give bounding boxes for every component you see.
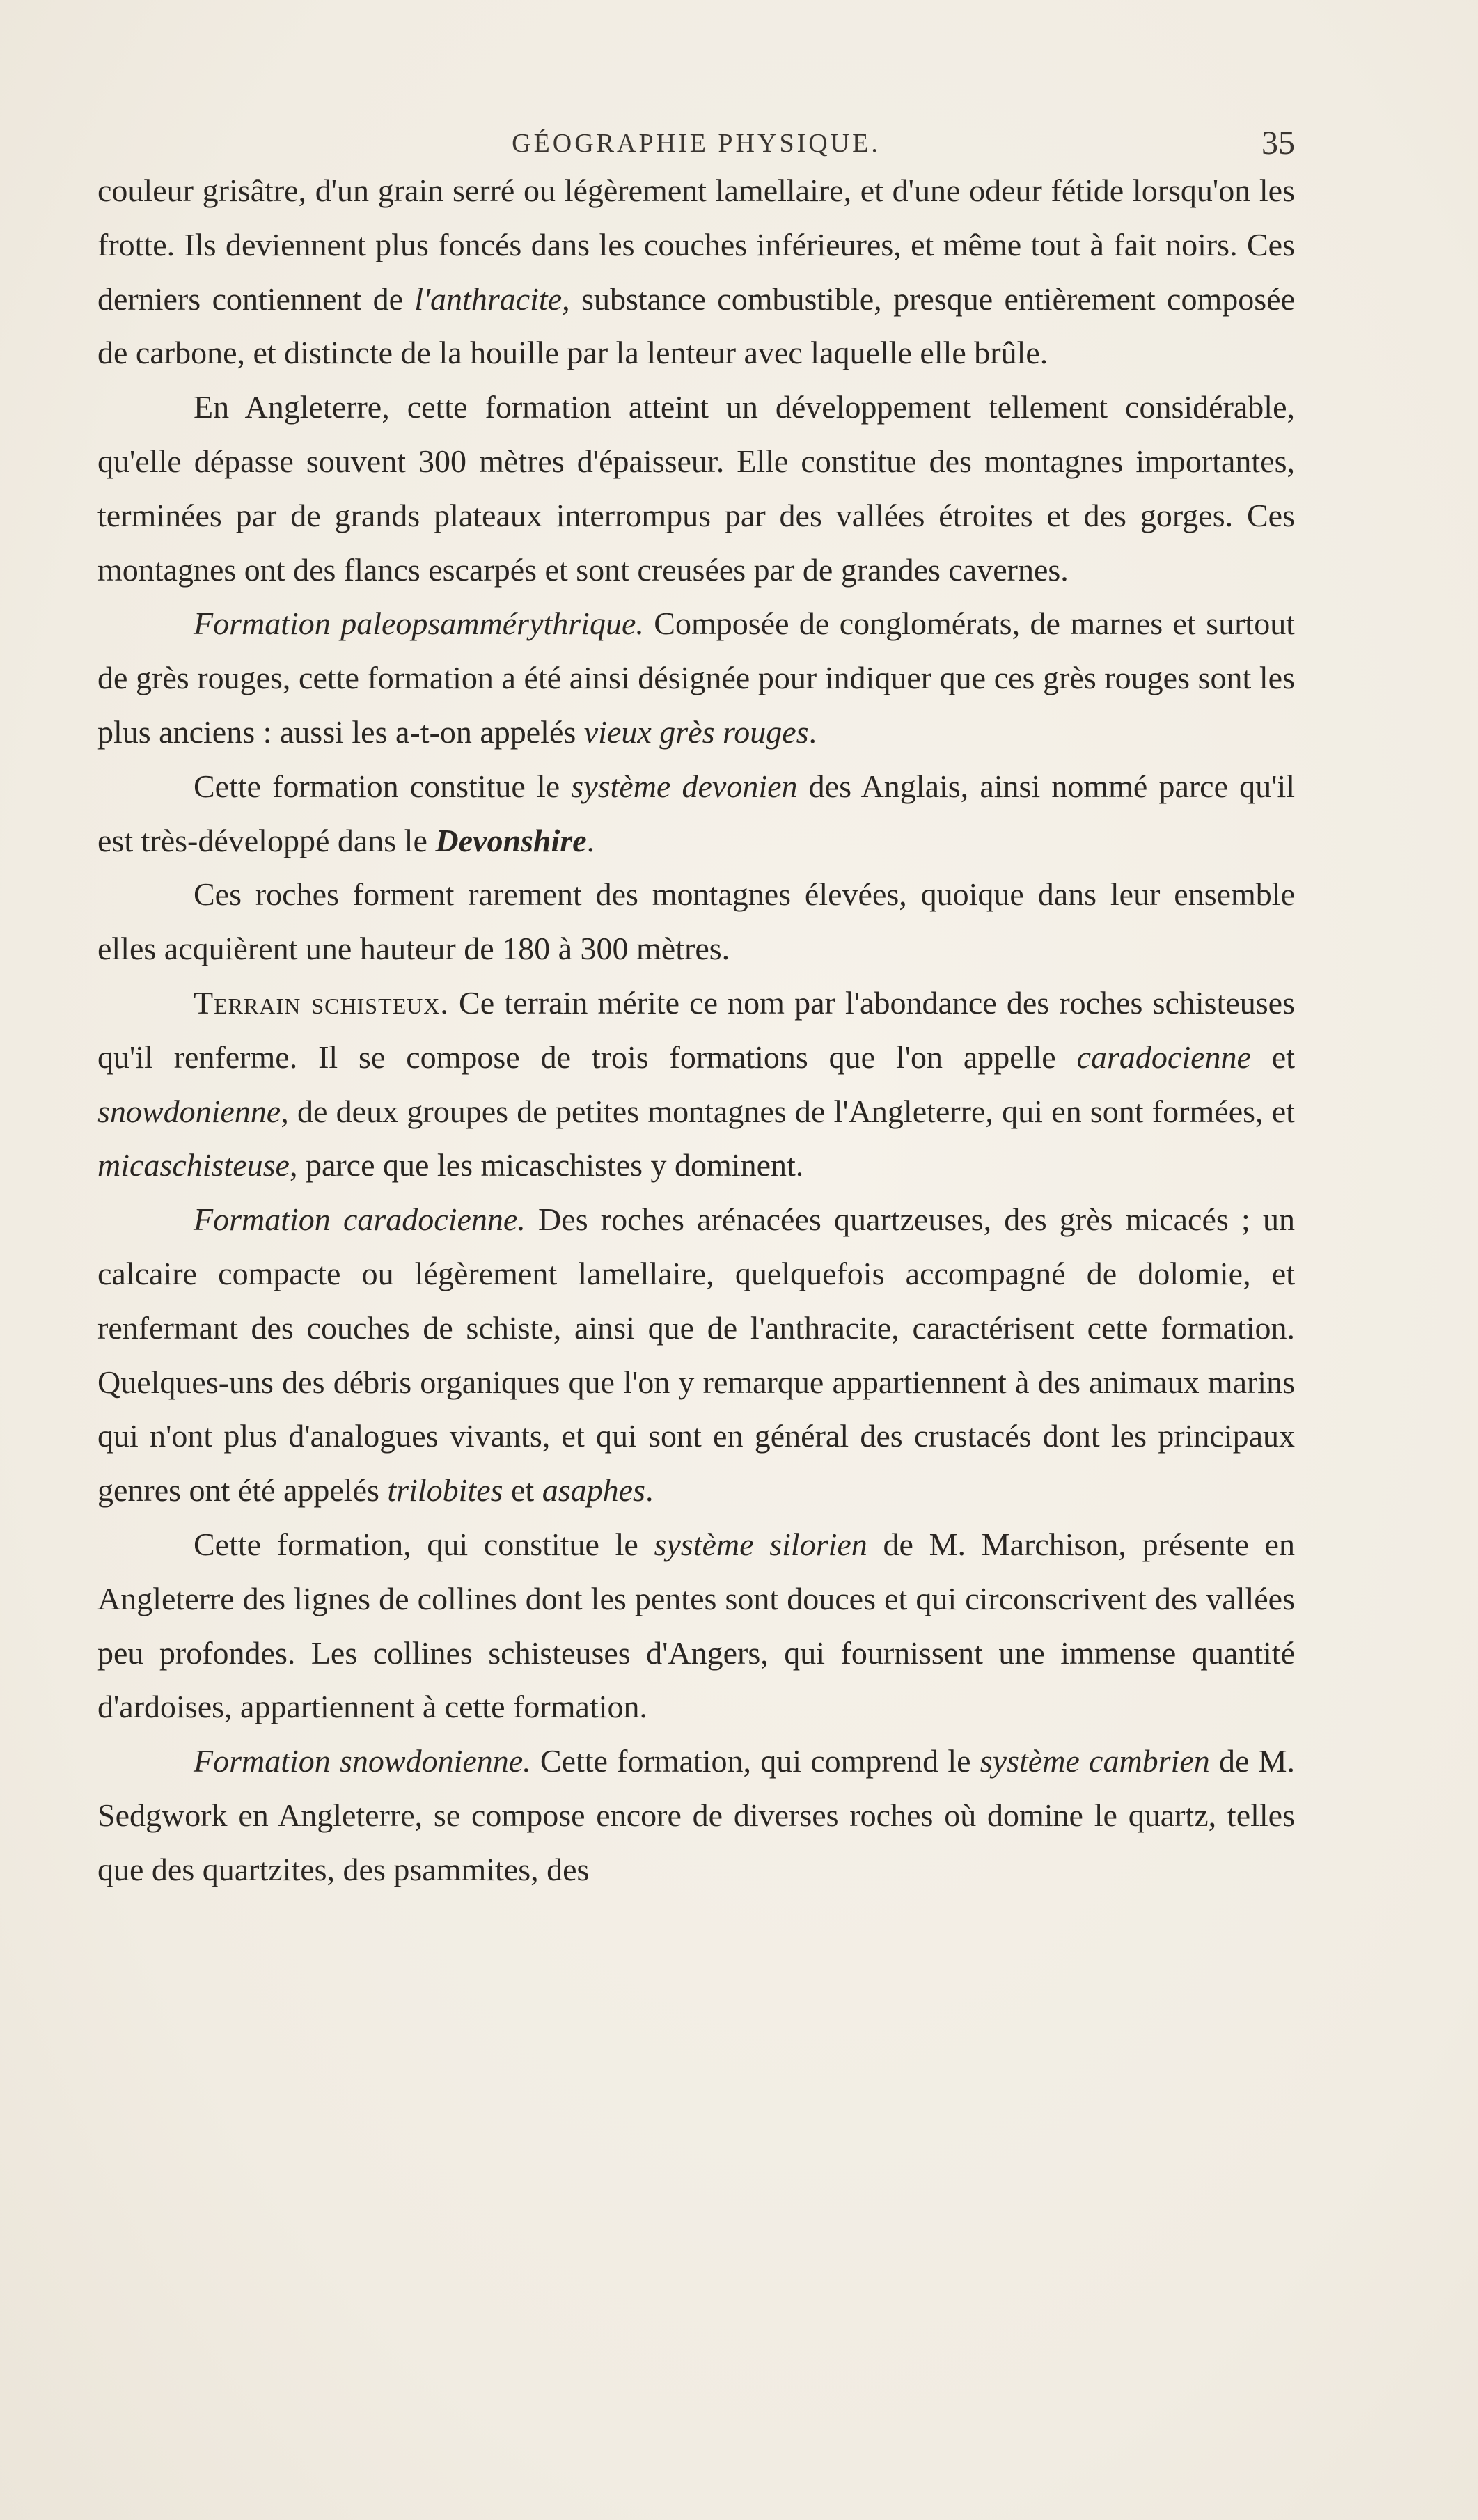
italic-term: système cambrien: [980, 1743, 1210, 1779]
paragraph-2: [97, 380, 1295, 597]
text-run: Cette formation constitue le: [194, 768, 572, 804]
paragraph-4: [97, 759, 1295, 868]
italic-term: système silorien: [654, 1526, 867, 1562]
italic-term: Devonshire: [435, 822, 587, 858]
paragraph-7: [97, 1192, 1295, 1518]
text-run: .: [586, 822, 595, 858]
text-run: , parce que les micaschistes y dominent.: [289, 1147, 804, 1183]
italic-term: vieux grès rouges: [583, 714, 809, 750]
text-run: En Angleterre, cette formation atteint un développement tellement considérable, qu'elle dépasse souvent 300 mètres d'épaisseur. Elle constitue des montagnes importantes, terminées par de grands plateaux interrompus par des vallées étroites et des gorges. Ces montagnes ont des flancs escarpés et sont creusées par de grandes cavernes.: [97, 389, 1295, 588]
page-number: 35: [1261, 125, 1295, 162]
text-run: et: [1250, 1039, 1295, 1075]
text-run: Cette formation, qui comprend le: [530, 1743, 980, 1779]
italic-term: asaphes: [542, 1472, 645, 1509]
paragraph-5: [97, 867, 1295, 976]
text-run: de M. Marchison, présente en Angleterre des lignes de collines dont les pentes sont douces et qui circonscrivent des vallées peu profondes. Les collines schisteuses d'Angers, qui fournissent une immense quantité d'ardoises, appartiennent à cette formation.: [97, 1526, 1295, 1725]
italic-term: l'anthracite: [414, 281, 563, 317]
italic-term: trilobites: [387, 1472, 503, 1509]
text-run: Des roches arénacées quartzeuses, des grès micacés ; un calcaire compacte ou légèrement lamellaire, quelquefois accompagné de dolomie, et renfermant des couches de schiste, ainsi que de l'anthracite, caractérisent cette formation. Quelques-uns des débris organiques que l'on y remarque appartiennent à des animaux marins qui n'ont plus d'analogues vivants, et qui sont en général des crustacés dont les principaux genres ont été appelés: [97, 1202, 1295, 1509]
italic-term: système devonien: [571, 768, 798, 804]
text-run: de M. Sedgwork en Angleterre, se compose encore de diverses roches où domine le quartz, telles que des quartzites, des psammites, des: [97, 1743, 1295, 1887]
text-run: Ce terrain mérite ce nom par l'abondance des roches schisteuses qu'il renferme. Il se compose de trois formations que l'on appelle: [97, 984, 1295, 1075]
section-heading-italic: Formation caradocienne.: [194, 1202, 526, 1238]
text-run: et: [503, 1472, 542, 1509]
paragraph-9: [97, 1734, 1295, 1896]
paragraph-8: [97, 1518, 1295, 1734]
text-run: , substance combustible, presque entièrement composée de carbone, et distincte de la houille par la lenteur avec laquelle elle brûle.: [97, 281, 1295, 371]
text-run: Composée de conglomérats, de marnes et surtout de grès rouges, cette formation a été ainsi désignée pour indiquer que ces grès rouges sont les plus anciens : aussi les a-t-on appelés: [97, 606, 1295, 750]
text-run: Cette formation, qui constitue le: [194, 1526, 654, 1562]
section-heading-italic: Formation paleopsammérythrique.: [194, 606, 644, 642]
text-run: , de deux groupes de petites montagnes de l'Angleterre, qui en sont formées, et: [281, 1093, 1295, 1129]
italic-term: micaschisteuse: [97, 1147, 290, 1183]
text-run: Ces roches forment rarement des montagnes élevées, quoique dans leur ensemble elles acquièrent une hauteur de 180 à 300 mètres.: [97, 876, 1295, 967]
section-heading-smallcaps: Terrain schisteux.: [194, 984, 449, 1021]
text-run: .: [808, 714, 817, 750]
text-run: couleur grisâtre, d'un grain serré ou légèrement lamellaire, et d'une odeur fétide lorsqu'on les frotte. Ils deviennent plus foncés dans les couches inférieures, et même tout à fait noirs. Ces derniers contiennent de: [97, 173, 1295, 317]
body-text: [97, 164, 1295, 1897]
paragraph-1: [97, 164, 1295, 380]
running-title: GÉOGRAPHIE PHYSIQUE.: [512, 129, 881, 158]
section-heading-italic: Formation snowdonienne.: [194, 1743, 531, 1779]
italic-term: snowdonienne: [97, 1093, 281, 1129]
paragraph-3: [97, 597, 1295, 759]
running-head: [97, 124, 1295, 166]
italic-term: caradocienne: [1076, 1039, 1251, 1075]
text-run: .: [645, 1472, 654, 1509]
paragraph-6: [97, 976, 1295, 1192]
text-run: des Anglais, ainsi nommé parce qu'il est très-développé dans le: [97, 768, 1296, 858]
